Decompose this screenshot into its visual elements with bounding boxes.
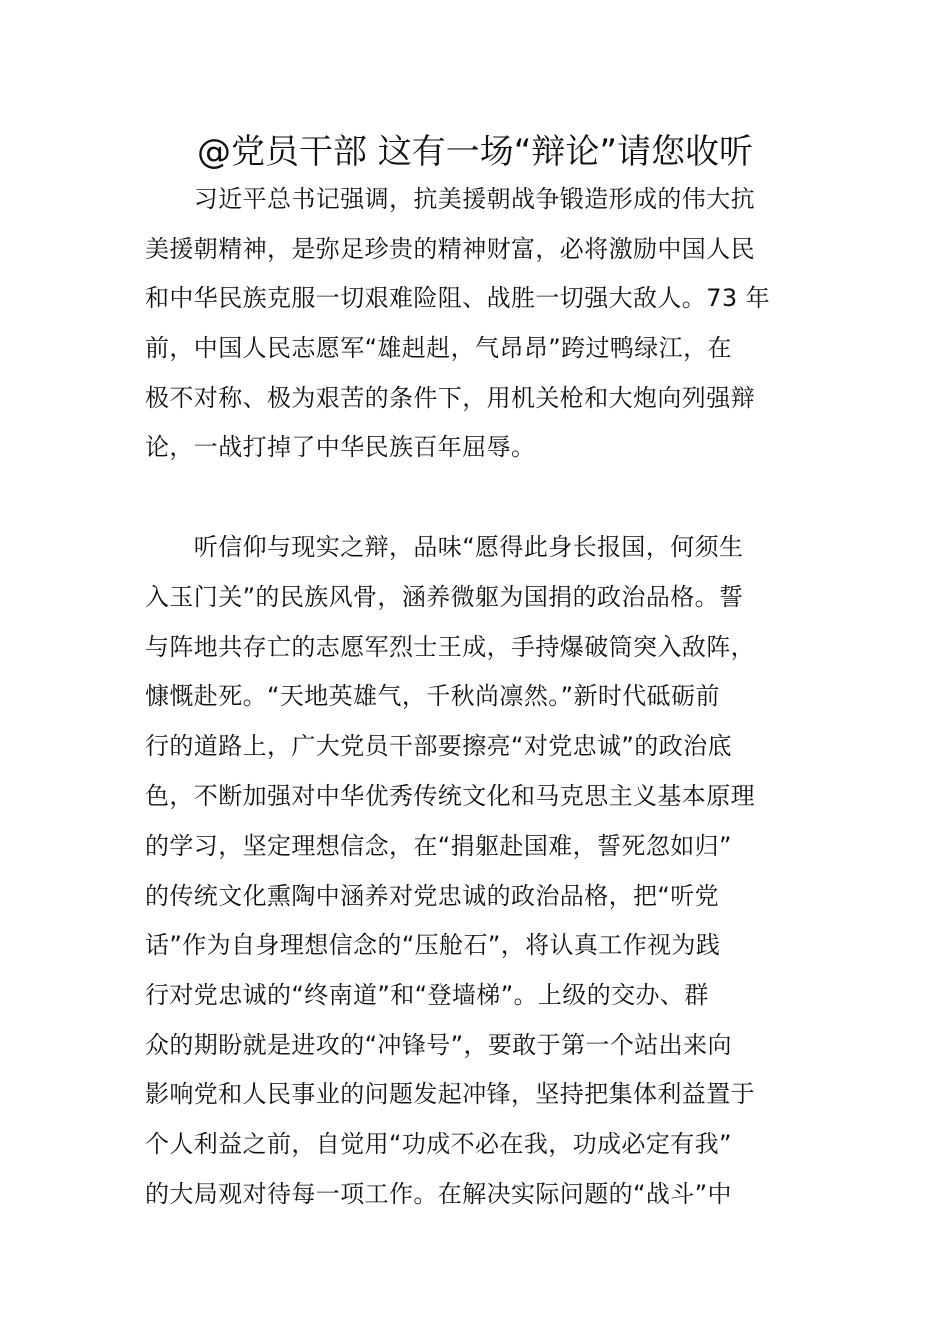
- text-line: 行对党忠诚的“终南道”和“登墙梯”。上级的交办、群: [145, 981, 709, 1009]
- text-line: 美援朝精神，是弥足珍贵的精神财富，必将激励中国人民: [145, 235, 755, 263]
- text-line: 话”作为自身理想信念的“压舱石”，将认真工作视为践: [145, 931, 721, 959]
- text-line: 行的道路上，广大党员干部要擦亮“对党忠诚”的政治底: [145, 732, 732, 760]
- text-line: 的学习，坚定理想信念，在“捐躯赴国难，誓死忽如归”: [145, 832, 732, 860]
- text-line: 习近平总书记强调，抗美援朝战争锻造形成的伟大抗: [145, 185, 755, 213]
- text-line: 论，一战打掉了中华民族百年屈辱。: [145, 433, 536, 461]
- text-line: 极不对称、极为艰苦的条件下，用机关枪和大炮向列强辩: [145, 384, 755, 412]
- text-line: 个人利益之前，自觉用“功成不必在我，功成必定有我”: [145, 1130, 732, 1158]
- text-line: 众的期盼就是进攻的“冲锋号”，要敢于第一个站出来向: [145, 1031, 732, 1059]
- text-line: 慷慨赴死。“天地英雄气，千秋尚凛然。”新时代砥砺前: [145, 682, 720, 710]
- text-line: 色，不断加强对中华优秀传统文化和马克思主义基本原理: [145, 782, 755, 810]
- text-line: 与阵地共存亡的志愿军烈士王成，手持爆破筒突入敌阵，: [145, 633, 755, 661]
- text-line: 和中华民族克服一切艰难险阻、战胜一切强大敌人。73 年: [145, 284, 770, 312]
- text-line: 的大局观对待每一项工作。在解决实际问题的“战斗”中: [145, 1180, 732, 1208]
- text-line: 入玉门关”的民族风骨，涵养微躯为国捐的政治品格。誓: [145, 583, 744, 611]
- text-line: 前，中国人民志愿军“雄赳赳，气昂昂”跨过鸭绿江，在: [145, 334, 732, 362]
- text-line: 听信仰与现实之辩，品味“愿得此身长报国，何须生: [145, 533, 744, 561]
- text-line: 影响党和人民事业的问题发起冲锋，坚持把集体利益置于: [145, 1080, 755, 1108]
- text-line: 的传统文化熏陶中涵养对党忠诚的政治品格，把“听党: [145, 882, 720, 910]
- document-title: @党员干部 这有一场“辩论”请您收听: [196, 132, 754, 172]
